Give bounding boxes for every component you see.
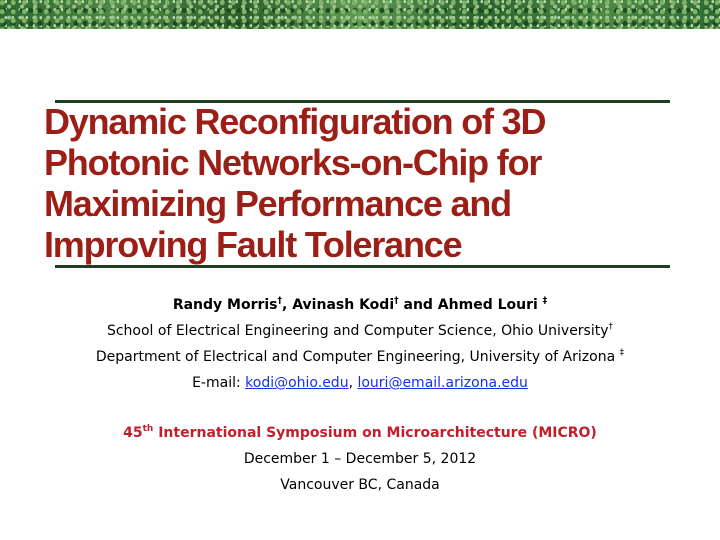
affiliation-mark: †: [608, 322, 614, 332]
affiliation-ohio: [0, 318, 720, 344]
ordinal-suffix: th: [142, 424, 154, 434]
slide-info: [0, 292, 720, 498]
title-line: Photonic Networks-on-Chip for: [44, 142, 542, 183]
symposium-name: International Symposium on Microarchitecture (MICRO): [153, 425, 597, 441]
title-line: Maximizing Performance and: [44, 183, 511, 224]
title-rule-bottom: [55, 265, 670, 268]
conference-dates: December 1 – December 5, 2012: [243, 451, 477, 467]
symposium-line: [0, 420, 720, 446]
email-link-louri[interactable]: louri@email.arizona.edu: [357, 375, 528, 391]
conference-location: Vancouver BC, Canada: [280, 477, 440, 493]
author-name: and Ahmed Louri: [398, 297, 543, 313]
author-name: Randy Morris: [172, 297, 278, 313]
author-name: , Avinash Kodi: [282, 297, 395, 313]
affiliation-mark: ‡: [542, 296, 548, 306]
affiliation-arizona: [0, 344, 720, 370]
email-link-kodi[interactable]: kodi@ohio.edu: [245, 375, 349, 391]
title-line: Improving Fault Tolerance: [44, 224, 462, 265]
email-separator: ,: [348, 375, 358, 391]
title-line: Dynamic Reconfiguration of 3D: [44, 101, 546, 142]
slide-title: [44, 101, 684, 265]
affiliation-mark: †: [277, 296, 283, 306]
decorative-banner: [0, 0, 720, 29]
email-label: E-mail:: [192, 375, 246, 391]
affiliation-mark: ‡: [619, 348, 625, 358]
affiliation-text: School of Electrical Engineering and Computer Science, Ohio University: [106, 323, 609, 339]
symposium-number: 45: [123, 425, 143, 441]
affiliation-mark: †: [394, 296, 399, 306]
affiliation-text: Department of Electrical and Computer Engineering, University of Arizona: [95, 349, 620, 365]
authors-line: [0, 292, 720, 318]
email-line: [0, 370, 720, 396]
